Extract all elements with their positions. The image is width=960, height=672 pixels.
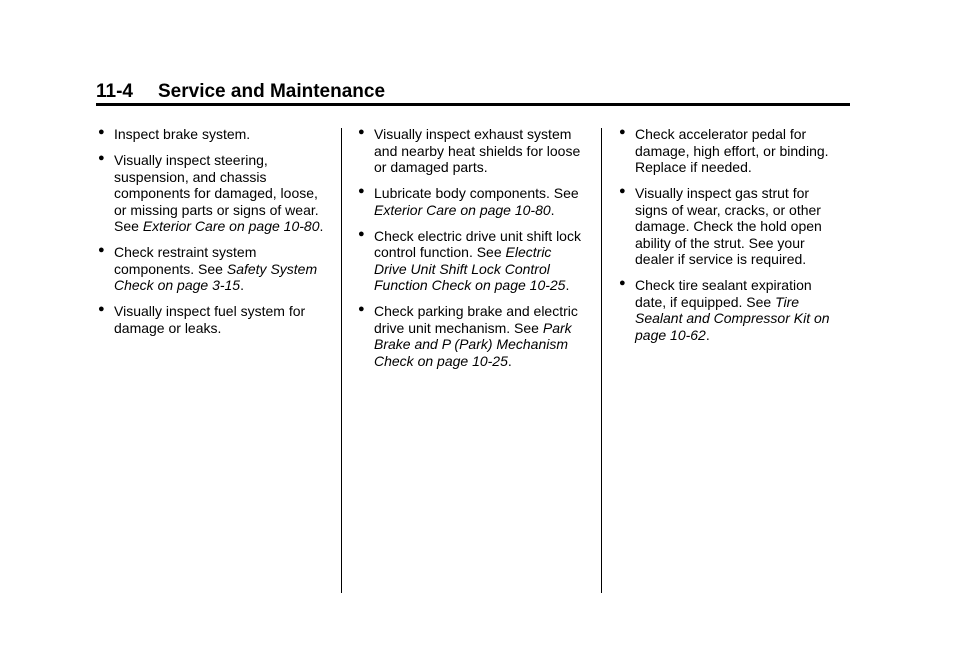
- item-tail: .: [550, 201, 555, 218]
- cross-reference-link[interactable]: Tire Sealant and Compressor Kit on page 10-62: [635, 293, 830, 343]
- cross-reference-link[interactable]: Park Brake and P (Park) Mechanism Check on page 10-25: [374, 319, 572, 369]
- bullet-icon: ●: [98, 244, 105, 256]
- bullet-icon: ●: [98, 126, 105, 138]
- item-text: Visually inspect exhaust system and nearby heat shields for loose or damaged parts.: [374, 126, 581, 175]
- item-text: Check tire sealant expiration date, if equipped. See: [635, 277, 812, 310]
- list-item: [96, 126, 324, 143]
- list-item: [96, 244, 324, 294]
- list-item: [96, 303, 324, 336]
- column-divider: [601, 128, 602, 593]
- bullet-icon: ●: [619, 277, 626, 289]
- item-tail: .: [507, 352, 512, 369]
- list-item: [617, 277, 845, 343]
- item-text: Visually inspect fuel system for damage or leaks.: [114, 303, 306, 336]
- item-text: Lubricate body components. See: [374, 185, 579, 201]
- item-tail: .: [240, 277, 244, 293]
- item-text: Inspect brake system.: [114, 126, 251, 142]
- bullet-list: [96, 126, 324, 336]
- item-text: Check restraint system components. See: [114, 244, 257, 277]
- list-item: [617, 126, 845, 176]
- column-1: [96, 126, 324, 346]
- bullet-icon: ●: [98, 303, 105, 315]
- list-item: [617, 185, 845, 268]
- column-3: [617, 126, 845, 353]
- bullet-icon: ●: [358, 227, 365, 240]
- list-item: [356, 303, 584, 369]
- bullet-list: [356, 126, 584, 369]
- cross-reference-link[interactable]: Electric Drive Unit Shift Lock Control Function Check on page 10-25: [374, 244, 566, 293]
- cross-reference-link[interactable]: Safety System Check on page 3-15: [114, 260, 318, 293]
- bullet-icon: ●: [98, 152, 105, 164]
- bullet-icon: ●: [619, 185, 626, 197]
- item-text: Check parking brake and electric drive unit mechanism. See: [374, 303, 578, 336]
- item-tail: .: [705, 326, 710, 343]
- bullet-icon: ●: [358, 126, 365, 138]
- column-2: [356, 126, 584, 379]
- item-text: Check electric drive unit shift lock control function. See: [374, 227, 581, 260]
- item-text: Visually inspect gas strut for signs of wear, cracks, or other damage. Check the hold open ability of the strut. See your dealer if service is required.: [635, 185, 822, 267]
- item-text: Check accelerator pedal for damage, high effort, or binding. Replace if needed.: [635, 126, 829, 175]
- list-item: [356, 228, 584, 294]
- page-number: 11-4: [96, 81, 133, 102]
- list-item: [96, 152, 324, 235]
- bullet-icon: ●: [619, 126, 626, 138]
- list-item: [356, 185, 584, 218]
- cross-reference-link[interactable]: Exterior Care on page 10-80: [374, 201, 551, 218]
- item-text: Visually inspect steering, suspension, and chassis components for damaged, loose, or missing parts or signs of wear. See: [114, 152, 319, 234]
- bullet-list: [617, 126, 845, 343]
- bullet-icon: ●: [358, 303, 365, 315]
- item-tail: .: [319, 218, 324, 234]
- list-item: [356, 126, 584, 176]
- bullet-icon: ●: [358, 185, 365, 197]
- cross-reference-link[interactable]: Exterior Care on page 10-80: [142, 218, 320, 234]
- section-title: Service and Maintenance: [158, 81, 386, 102]
- column-divider: [341, 128, 342, 593]
- header-rule: [96, 103, 850, 106]
- item-tail: .: [565, 277, 570, 293]
